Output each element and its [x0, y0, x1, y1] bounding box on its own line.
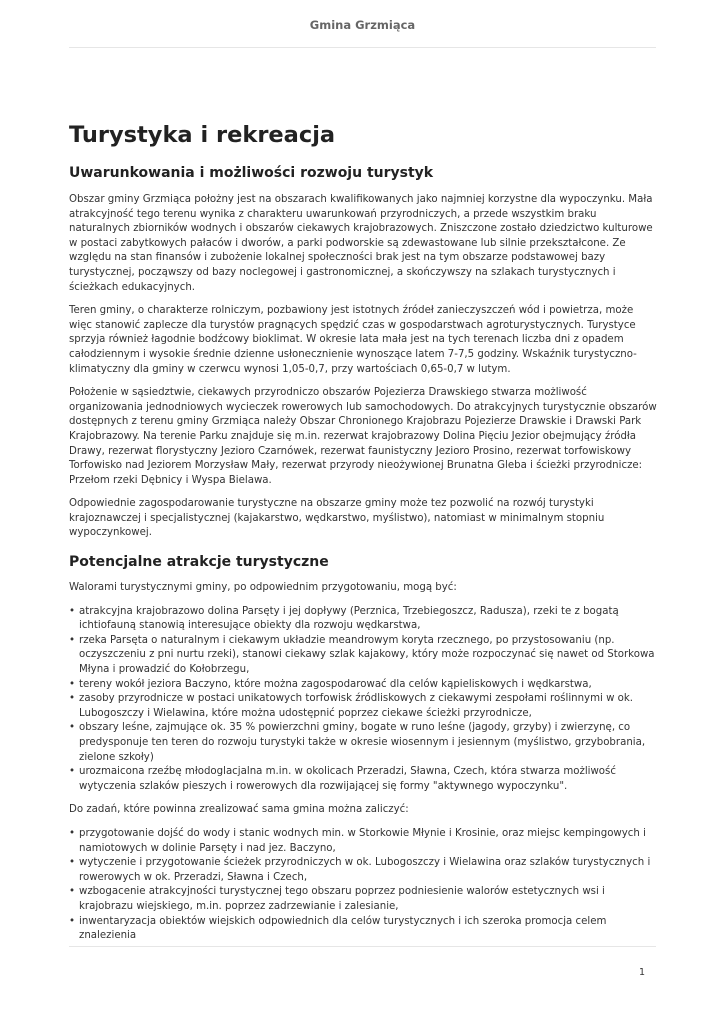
footer-divider	[69, 946, 656, 947]
page-header	[69, 0, 656, 48]
list-item: • wzbogacenie atrakcyjności turystycznej tego obszaru poprzez podniesienie walorów estetycznych wsi i krajobrazu wiejskiego, m.in. poprzez zadrzewianie i zalesianie,	[69, 885, 659, 914]
section-heading-conditions: Uwarunkowania i możliwości rozwoju turystyk	[69, 165, 434, 181]
page-number: 1	[638, 967, 645, 978]
list-item: • atrakcyjna krajobrazowo dolina Parsęty i jej dopływy (Perznica, Trzebiegoszcz, Radusza), rzeki te z bogatą ichtiofauną stanowią interesujące obiekty dla rozwoju wędkarstwa,	[69, 605, 659, 634]
attractions-list	[69, 605, 659, 795]
list-item: • przygotowanie dojść do wody i stanic wodnych min. w Storkowie Młynie i Krosinie, oraz miejsc kempingowych i namiotowych w dolinie Parsęty i nad jez. Baczyno,	[69, 827, 659, 856]
page-title: Turystyka i rekreacja	[69, 122, 336, 148]
document-body	[69, 120, 659, 953]
list-intro: Walorami turystycznymi gminy, po odpowiednim przygotowaniu, mogą być:	[69, 582, 457, 594]
list-item: • rzeka Parsęta o naturalnym i ciekawym układzie meandrowym koryta rzecznego, po przystosowaniu (np. oczyszczeniu z pni nurtu rzeki), stanowi ciekawy szlak kajakowy, który może rozpoczynać się nawet od Storkowa Młyna i prowadzić do Kołobrzegu,	[69, 634, 659, 678]
list-item: • wytyczenie i przygotowanie ścieżek przyrodniczych w ok. Lubogoszczy i Wielawina oraz szlaków turystycznych i rowerowych w ok. Przeradzi, Sławna i Czech,	[69, 856, 659, 885]
tasks-list	[69, 827, 659, 944]
tasks-intro: Do zadań, które powinna zrealizować sama gmina można zaliczyć:	[69, 804, 409, 816]
paragraph: Położenie w sąsiedztwie, ciekawych przyrodniczo obszarów Pojezierza Drawskiego stwarza możliwość organizowania jednodniowych wycieczek rowerowych lub samochodowych. Do atrakcyjnych turystycznie obszarów dostępnych z terenu gminy Grzmiąca należy Obszar Chronionego Krajobrazu Pojezierze Drawskie i Drawski Park Krajobrazowy. Na terenie Parku znajduje się m.in. rezerwat krajobrazowy Dolina Pięciu Jezior obejmujący źródła Drawy, rezerwat florystyczny Jezioro Czarnówek, rezerwat faunistyczny Jezioro Prosino, rezerwat torfowiskowy Torfowisko nad Jeziorem Morzysław Mały, rezerwat przyrody nieożywionej Brunatna Gleba i ścieżki przyrodnicze: Przełom rzeki Dębnicy i Wyspa Bielawa.	[69, 387, 657, 486]
list-item: • urozmaicona rzeźbę młodoglacjalna m.in. w okolicach Przeradzi, Sławna, Czech, która stwarza możliwość wytyczenia szlaków pieszych i rowerowych dla rozwijającej się formy "aktywnego wypoczynku".	[69, 765, 659, 794]
list-item: • tereny wokół jeziora Baczyno, które można zagospodarować dla celów kąpieliskowych i wędkarstwa,	[69, 678, 659, 693]
header-title: Gmina Grzmiąca	[309, 18, 416, 32]
list-item: • obszary leśne, zajmujące ok. 35 % powierzchni gminy, bogate w runo leśne (jagody, grzyby) i zwierzynę, co predysponuje ten teren do rozwoju turystyki także w okresie wiosennym i jesiennym (myślistwo, grzybobrania, zielone szkoły)	[69, 721, 659, 765]
paragraph: Teren gminy, o charakterze rolniczym, pozbawiony jest istotnych źródeł zanieczyszczeń wód i powietrza, może więc stanowić zaplecze dla turystów pragnących spędzić czas w gospodarstwach agroturystycznych. Turystyce sprzyja również łagodnie bodźcowy bioklimat. W okresie lata mała jest na tych terenach liczba dni z opadem całodziennym i wysokie średnie dzienne usłonecznienie wynoszące latem 7-7,5 godziny. Wskaźnik turystyczno-klimatyczny dla gminy w czerwcu wynosi 1,05-0,7, przy wartościach 0,65-0,7 w lutym.	[69, 305, 637, 375]
list-item: • inwentaryzacja obiektów wiejskich odpowiednich dla celów turystycznych i ich szeroka promocja celem znalezienia	[69, 915, 659, 944]
section-heading-attractions: Potencjalne atrakcje turystyczne	[69, 554, 329, 571]
list-item: • zasoby przyrodnicze w postaci unikatowych torfowisk źródliskowych z ciekawymi zespołami roślinnymi w ok. Lubogoszczy i Wielawina, które można udostępnić poprzez ciekawe ścieżki przyrodnicze,	[69, 692, 659, 721]
paragraph: Odpowiednie zagospodarowanie turystyczne na obszarze gminy może tez pozwolić na rozwój turystyki krajoznawczej i specjalistycznej (kajakarstwo, wędkarstwo, myślistwo), natomiast w minimalnym stopniu wypoczynkowej.	[69, 498, 605, 539]
paragraph: Obszar gminy Grzmiąca położny jest na obszarach kwalifikowanych jako najmniej korzystne dla wypoczynku. Mała atrakcyjność tego terenu wynika z charakteru uwarunkowań przyrodniczych, a przede wszystkim braku naturalnych zbiorników wodnych i obszarów ciekawych krajobrazowych. Zniszczone zostało dziedzictwo kulturowe w postaci zabytkowych pałaców i dworów, a parki podworskie są zdewastowane lub silnie przekształcone. Ze względu na stan finansów i zubożenie lokalnej społeczności brak jest na tym obszarze podstawowej bazy turystycznej, począwszy od bazy noclegowej i gastronomicznej, a skończywszy na szlakach turystycznych i ścieżkach edukacyjnych.	[69, 194, 653, 293]
